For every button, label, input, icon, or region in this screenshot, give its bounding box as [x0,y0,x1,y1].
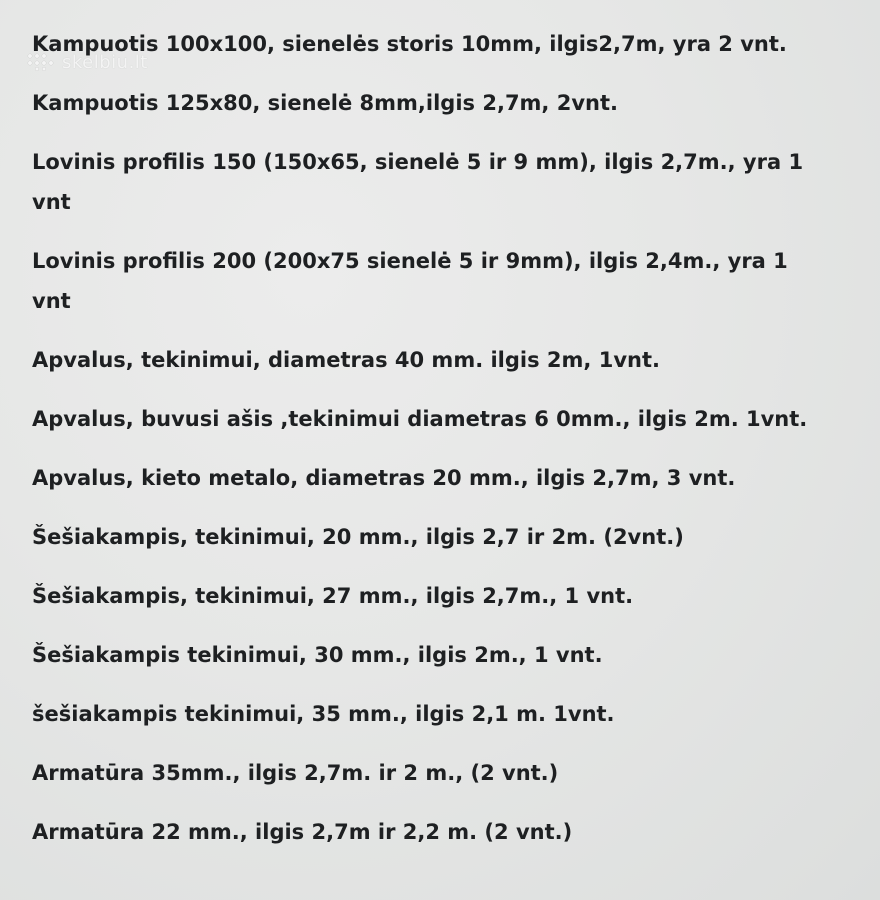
item-line-continued: vnt [32,289,71,313]
list-item [32,753,862,793]
list-item [32,340,862,380]
watermark-text: skelbiu.lt [62,51,148,73]
list-item [32,142,862,222]
item-line: Kampuotis 100x100, sienelės storis 10mm, ilgis2,7m, yra 2 vnt. [32,32,787,56]
item-line: Apvalus, tekinimui, diametras 40 mm. ilgis 2m, 1vnt. [32,348,660,372]
item-line: Šešiakampis, tekinimui, 27 mm., ilgis 2,7m., 1 vnt. [32,584,634,608]
item-line: Kampuotis 125x80, sienelė 8mm,ilgis 2,7m, 2vnt. [32,91,618,115]
list-item [32,24,862,64]
item-line: Šešiakampis tekinimui, 30 mm., ilgis 2m., 1 vnt. [32,643,603,667]
item-line-continued: vnt [32,190,71,214]
list-item [32,241,862,321]
list-item [32,812,862,852]
list-item [32,576,862,616]
item-line: Lovinis profilis 200 (200x75 sienelė 5 ir 9mm), ilgis 2,4m., yra 1 [32,249,788,273]
item-line: Lovinis profilis 150 (150x65, sienelė 5 ir 9 mm), ilgis 2,7m., yra 1 [32,150,804,174]
item-line: Armatūra 35mm., ilgis 2,7m. ir 2 m., (2 vnt.) [32,761,559,785]
list-item [32,458,862,498]
material-list [32,24,862,871]
item-line: Šešiakampis, tekinimui, 20 mm., ilgis 2,7 ir 2m. (2vnt.) [32,525,684,549]
item-line: Apvalus, buvusi ašis ,tekinimui diametras 6 0mm., ilgis 2m. 1vnt. [32,407,808,431]
item-line: Apvalus, kieto metalo, diametras 20 mm., ilgis 2,7m, 3 vnt. [32,466,736,490]
list-item [32,517,862,557]
list-item [32,694,862,734]
list-item [32,83,862,123]
item-line: šešiakampis tekinimui, 35 mm., ilgis 2,1 m. 1vnt. [32,702,615,726]
item-line: Armatūra 22 mm., ilgis 2,7m ir 2,2 m. (2 vnt.) [32,820,573,844]
list-item [32,399,862,439]
list-item [32,635,862,675]
